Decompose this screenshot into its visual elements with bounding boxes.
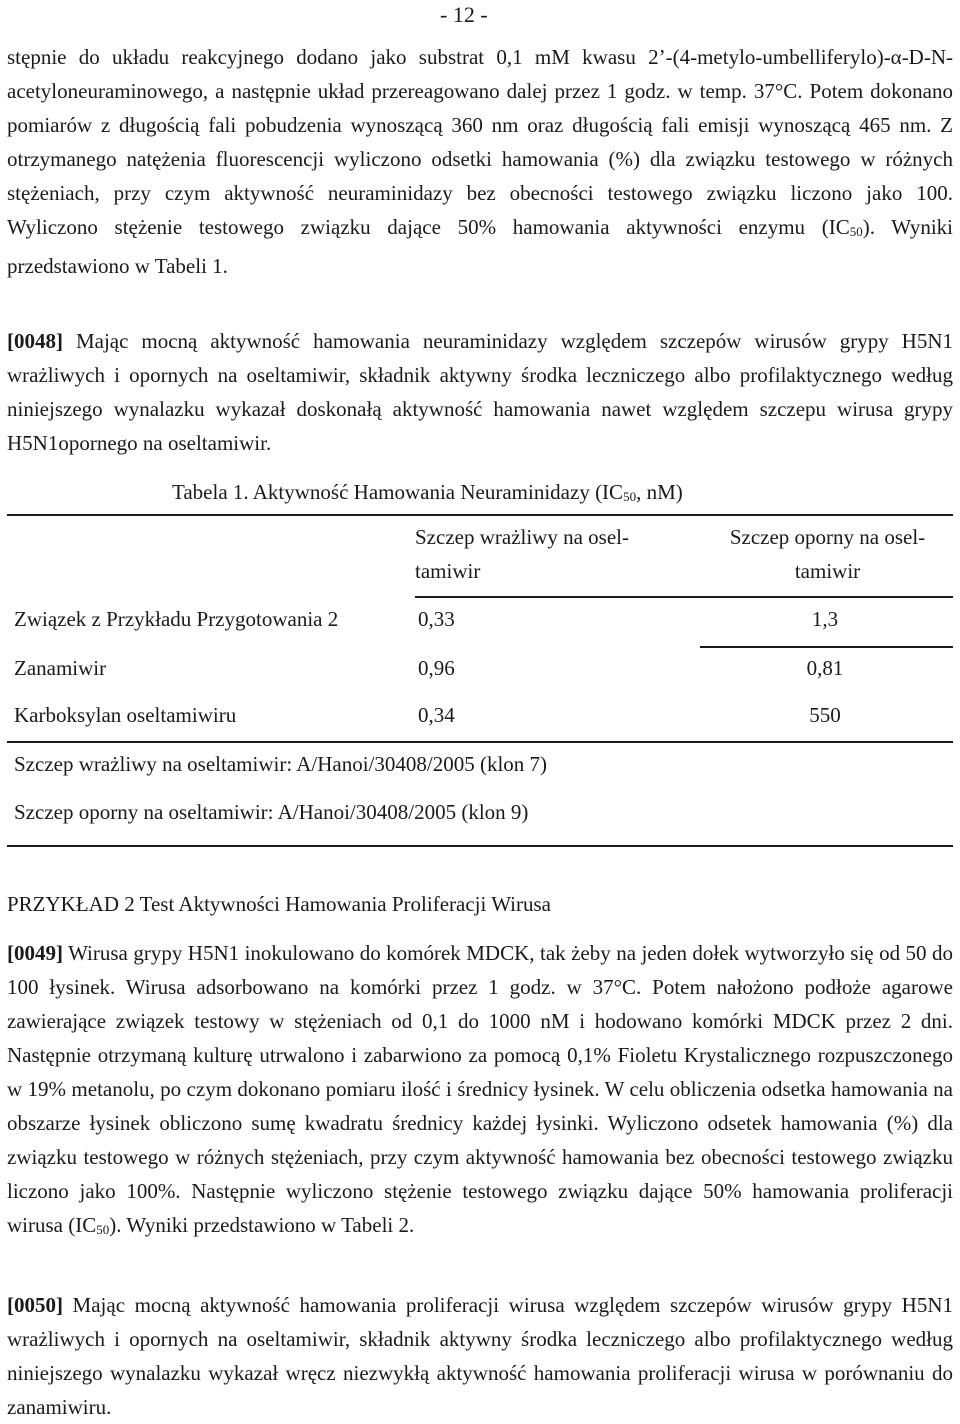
table-row-name: Zanamiwir (14, 656, 107, 680)
paragraph-label: [0049] (7, 941, 63, 965)
paragraph-text: Wirusa grypy H5N1 inokulowano do komórek MDCK, tak żeby na jeden dołek wytworzyło się od 50 do 100 łysinek. Wirusa adsorbowano na komórki przez 1 godz. w 37°C. Potem nałożono podłoże agarowe zawierające związek testowy w stężeniach od 0,1 do 1000 nM i hodowano komórki MDCK przez 2 dni. Następnie otrzymaną kulturę utrwalono i zabarwiono za pomocą 0,1% Fioletu Krystalicznego rozpuszczonego w 19% metanolu, po czym dokonano pomiaru ilość i średnicy łysinek. W celu obliczenia odsetka hamowania na obszarze łysinek obliczono sumę kwadratu średnicy każdej łysinki. Wyliczono odsetek hamowania (%) dla związku testowego w różnych stężeniach, przy czym aktywność hamowania bez obecności testowego związku liczono jako 100%. Następnie wyliczono stężenie testowego związku dające 50% hamowania proliferacji wirusa (IC (7, 941, 953, 1237)
table-header-resistant: Szczep oporny na osel-tamiwir (729, 525, 926, 583)
table-cell-sensitive: 0,33 (418, 607, 455, 631)
table-header-rule (415, 596, 953, 598)
table-row-name: Związek z Przykładu Przygotowania 2 (14, 607, 339, 631)
paragraph-label: [0048] (7, 329, 63, 353)
table-cell-resistant: 0,81 (806, 656, 844, 680)
table-cell-sensitive: 0,34 (418, 703, 455, 727)
table-header-sensitive: Szczep wrażliwy na osel-tamiwir (415, 525, 629, 583)
table-top-rule (7, 514, 953, 516)
paragraph-text: Mając mocną aktywność hamowania neuraminidazy względem szczepów wirusów grypy H5N1 wrażliwych i opornych na oseltamiwir, składnik aktywny środka leczniczego albo profilaktycznego według niniejszego wynalazku wykazał doskonałą aktywność hamowania nawet względem szczepu wirusa grypy H5N1opornego na oseltamiwir. (7, 329, 953, 455)
table-footer-rule (7, 845, 953, 847)
table-bottom-rule (7, 741, 953, 743)
subscript: 50 (96, 1222, 110, 1237)
table-row-rule (700, 646, 953, 648)
table-row-name: Karboksylan oseltamiwiru (14, 703, 237, 727)
paragraph-0050 (7, 1288, 953, 1424)
table-note-resistant-strain: Szczep oporny na oseltamiwir: A/Hanoi/30408/2005 (klon 9) (14, 800, 529, 824)
example-2-heading: PRZYKŁAD 2 Test Aktywności Hamowania Proliferacji Wirusa (7, 892, 551, 916)
caption-text: Tabela 1. Aktywność Hamowania Neuraminidazy (IC (172, 480, 624, 504)
table-cell-resistant: 1,3 (811, 607, 839, 631)
paragraph-text: Mając mocną aktywność hamowania proliferacji wirusa względem szczepów wirusów grypy H5N1 wrażliwych i opornych na oseltamiwir, składnik aktywny środka leczniczego albo profilaktycznego według niniejszego wynalazku wykazał wręcz niezwykłą aktywność hamowania proliferacji wirusa w porównaniu do zanamiwiru. (7, 1293, 953, 1419)
table-cell-resistant: 550 (809, 703, 841, 727)
paragraph-label: [0050] (7, 1293, 63, 1317)
subscript: 50 (623, 489, 637, 504)
paragraph-text: stępnie do układu reakcyjnego dodano jako substrat 0,1 mM kwasu 2’-(4-metylo-umbelliferylo)-α-D-N-acetyloneuraminowego, a następnie układ przereagowano dalej przez 1 godz. w temp. 37°C. Potem dokonano pomiarów z długością fali pobudzenia wynoszącą 360 nm oraz długością fali emisji wynoszącą 465 nm. Z otrzymanego natężenia fluorescencji wyliczono odsetki hamowania (%) dla związku testowego w różnych stężeniach, przy czym aktywność neuraminidazy bez obecności testowego związku liczono jako 100. Wyliczono stężenie testowego związku dające 50% hamowania aktywności enzymu (IC (7, 45, 953, 239)
table-note-sensitive-strain: Szczep wrażliwy na oseltamiwir: A/Hanoi/30408/2005 (klon 7) (14, 752, 548, 776)
paragraph-0048 (7, 324, 953, 460)
table-caption (172, 480, 683, 505)
paragraph-0049 (7, 936, 953, 1247)
subscript: 50 (849, 224, 863, 239)
paragraph-text: ). Wyniki przedstawiono w Tabeli 2. (109, 1213, 415, 1237)
paragraph-text: ). Wyniki przedstawiono w Tabeli 1. (7, 215, 954, 278)
table-cell-sensitive: 0,96 (418, 656, 455, 680)
paragraph-assay-description (7, 40, 953, 283)
caption-text: , nM) (636, 480, 683, 504)
page-number: - 12 - (440, 2, 488, 27)
